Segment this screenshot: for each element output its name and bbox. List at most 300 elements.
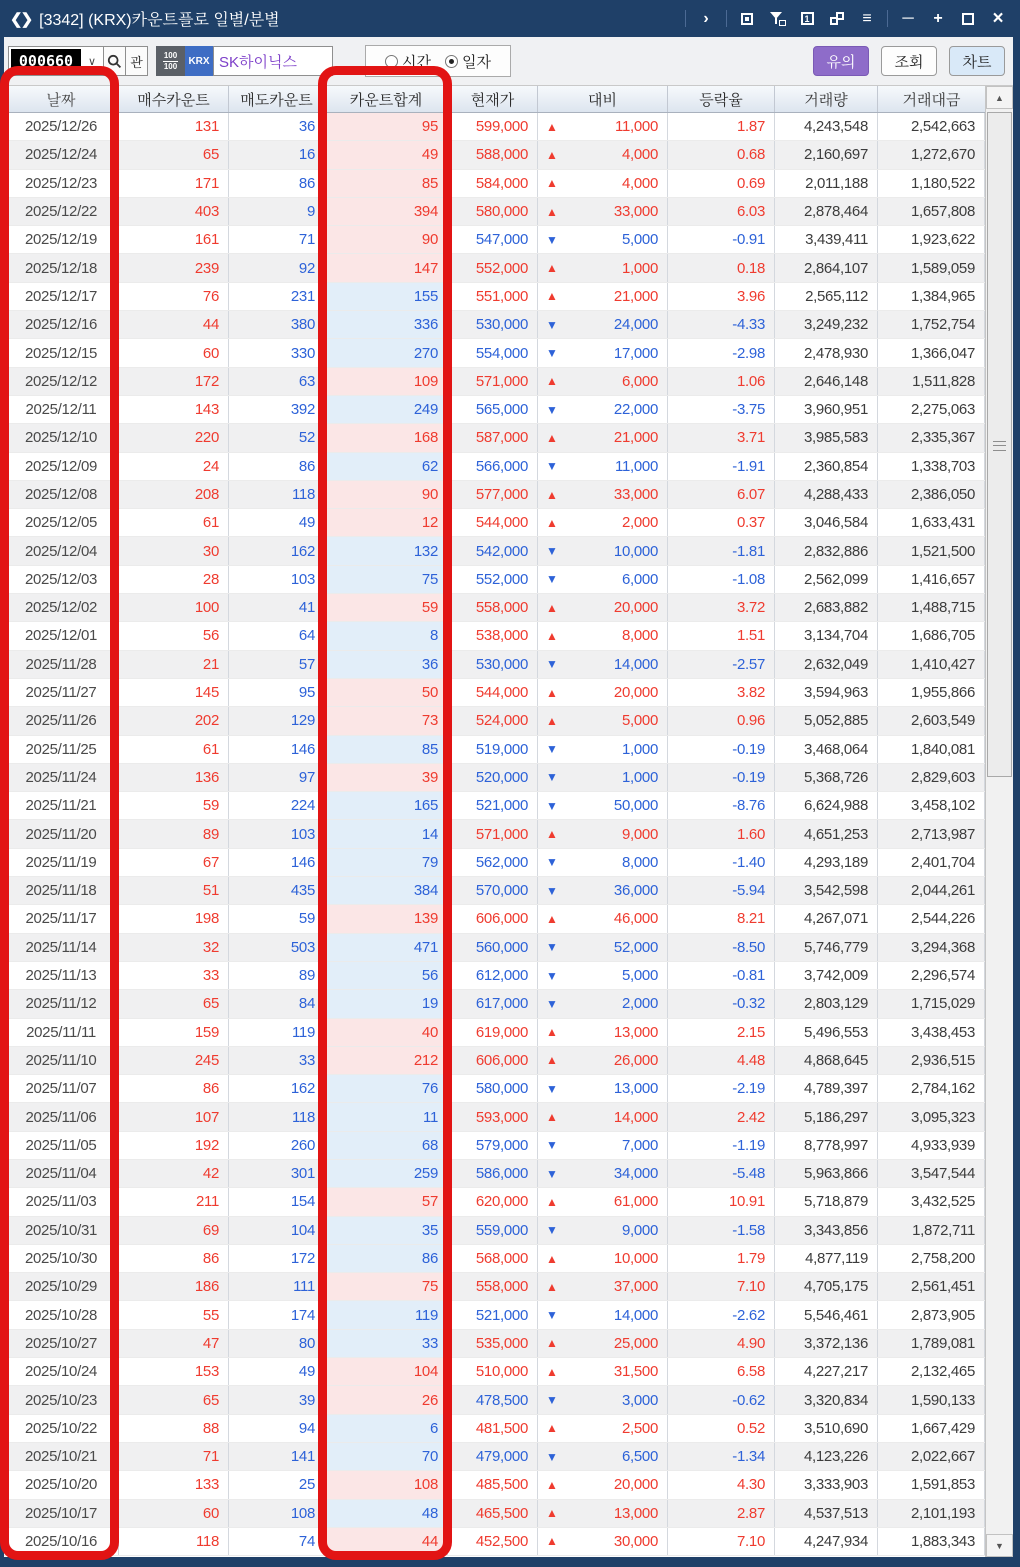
table-row[interactable] [4, 1358, 1013, 1386]
cell-price: 544,000 [448, 509, 538, 536]
table-row[interactable] [4, 1075, 1013, 1103]
cell-price: 547,000 [448, 226, 538, 253]
cell-buy-count: 136 [119, 764, 229, 791]
cell-date: 2025/11/04 [4, 1160, 119, 1187]
cell-sell-count: 86 [229, 170, 325, 197]
cell-count-sum: 384 [325, 877, 448, 904]
up-arrow-icon: ▲ [546, 1194, 558, 1209]
search-button[interactable] [103, 46, 126, 76]
cell-sell-count: 89 [229, 962, 325, 989]
list-icon[interactable]: ≡ [862, 9, 872, 27]
scrollbar-thumb[interactable] [987, 112, 1012, 777]
cell-change [538, 311, 668, 338]
table-row[interactable] [4, 198, 1013, 226]
cell-count-sum: 26 [325, 1386, 448, 1413]
table-row[interactable] [4, 311, 1013, 339]
cell-value: 1,591,853 [878, 1471, 985, 1498]
cell-buy-count: 47 [119, 1330, 229, 1357]
table-row[interactable] [4, 453, 1013, 481]
cell-change [538, 339, 668, 366]
cell-change [538, 1500, 668, 1527]
cell-rate: 1.51 [668, 622, 775, 649]
cell-change [538, 396, 668, 423]
cell-rate: -1.40 [668, 849, 775, 876]
change-value: 14,000 [613, 1108, 658, 1126]
cell-buy-count: 161 [119, 226, 229, 253]
cell-value: 3,438,453 [878, 1019, 985, 1046]
table-row[interactable] [4, 566, 1013, 594]
cell-change [538, 509, 668, 536]
cell-price: 560,000 [448, 934, 538, 961]
down-arrow-icon: ▼ [546, 742, 558, 757]
table-row[interactable] [4, 1500, 1013, 1528]
cell-change [538, 1047, 668, 1074]
cell-count-sum: 85 [325, 170, 448, 197]
cell-count-sum: 259 [325, 1160, 448, 1187]
change-value: 34,000 [613, 1165, 658, 1183]
cell-count-sum: 14 [325, 820, 448, 847]
cell-volume: 4,789,397 [775, 1075, 878, 1102]
cell-rate: 10.91 [668, 1188, 775, 1215]
up-arrow-icon: ▲ [546, 289, 558, 304]
change-value: 8,000 [621, 627, 658, 645]
cell-date: 2025/10/22 [4, 1415, 119, 1442]
cell-volume: 4,868,645 [775, 1047, 878, 1074]
up-arrow-icon: ▲ [546, 1421, 558, 1436]
down-arrow-icon: ▼ [546, 657, 558, 672]
down-arrow-icon: ▼ [546, 798, 558, 813]
radio-date[interactable]: 일자 [445, 51, 491, 72]
column-header-rate[interactable]: 등락율 [668, 86, 775, 112]
cell-change [538, 1132, 668, 1159]
column-header-change[interactable]: 대비 [538, 86, 668, 112]
cell-count-sum: 8 [325, 622, 448, 649]
cell-rate: -1.19 [668, 1132, 775, 1159]
cell-date: 2025/12/18 [4, 254, 119, 281]
cell-date: 2025/11/21 [4, 792, 119, 819]
cell-date: 2025/10/21 [4, 1443, 119, 1470]
table-row[interactable] [4, 254, 1013, 282]
cell-price: 544,000 [448, 679, 538, 706]
cell-volume: 5,746,779 [775, 934, 878, 961]
table-row[interactable] [4, 1047, 1013, 1075]
table-row[interactable] [4, 736, 1013, 764]
up-arrow-icon: ▲ [546, 204, 558, 219]
table-row[interactable] [4, 1528, 1013, 1556]
cell-value: 1,410,427 [878, 651, 985, 678]
cell-buy-count: 172 [119, 368, 229, 395]
down-arrow-icon: ▼ [546, 1393, 558, 1407]
cell-count-sum: 85 [325, 736, 448, 763]
table-row[interactable] [4, 905, 1013, 933]
close-icon[interactable]: × [992, 8, 1004, 29]
table-row[interactable] [4, 849, 1013, 877]
table-row[interactable] [4, 1160, 1013, 1188]
chart-button[interactable]: 차트 [949, 46, 1005, 76]
cell-change [538, 594, 668, 621]
column-header-date[interactable]: 날짜 [4, 86, 119, 112]
table-row[interactable] [4, 1217, 1013, 1245]
table-header [4, 86, 1013, 113]
cell-date: 2025/11/11 [4, 1019, 119, 1046]
cell-value: 1,657,808 [878, 198, 985, 225]
cell-volume: 5,546,461 [775, 1301, 878, 1328]
table-row[interactable] [4, 1443, 1013, 1471]
change-value: 52,000 [613, 938, 658, 956]
query-button[interactable]: 조회 [881, 46, 937, 76]
cell-value: 1,715,029 [878, 990, 985, 1017]
column-header-buy-count[interactable]: 매수카운트 [119, 86, 229, 112]
cell-rate: -0.81 [668, 962, 775, 989]
down-arrow-icon: ▼ [546, 940, 558, 955]
table-row[interactable] [4, 339, 1013, 367]
table-row[interactable] [4, 509, 1013, 537]
table-row[interactable] [4, 113, 1013, 141]
cell-value: 1,633,431 [878, 509, 985, 536]
radio-circle-selected-icon [445, 55, 458, 68]
cell-sell-count: 59 [229, 905, 325, 932]
cell-count-sum: 75 [325, 566, 448, 593]
move-icon[interactable]: + [933, 9, 943, 27]
cell-change [538, 1160, 668, 1187]
cell-value: 1,883,343 [878, 1528, 985, 1555]
cell-price: 579,000 [448, 1132, 538, 1159]
cell-rate: 1.87 [668, 113, 775, 140]
change-value: 1,000 [621, 768, 658, 786]
cell-change [538, 481, 668, 508]
down-arrow-icon: ▼ [546, 459, 558, 474]
cell-volume: 2,646,148 [775, 368, 878, 395]
cell-sell-count: 49 [229, 1358, 325, 1385]
table-row[interactable] [4, 170, 1013, 198]
up-arrow-icon: ▲ [546, 1053, 558, 1068]
cell-change [538, 792, 668, 819]
table-row[interactable] [4, 679, 1013, 707]
cell-buy-count: 239 [119, 254, 229, 281]
cell-count-sum: 11 [325, 1103, 448, 1130]
column-header-price[interactable]: 현재가 [448, 86, 538, 112]
cell-buy-count: 107 [119, 1103, 229, 1130]
popout-icon[interactable] [823, 6, 851, 32]
cell-date: 2025/10/29 [4, 1273, 119, 1300]
maximize-icon[interactable] [954, 6, 982, 32]
cell-change [538, 736, 668, 763]
cell-price: 479,000 [448, 1443, 538, 1470]
cell-count-sum: 108 [325, 1471, 448, 1498]
cell-value: 1,840,081 [878, 736, 985, 763]
radio-time[interactable]: 시간 [385, 51, 431, 72]
cell-price: 584,000 [448, 170, 538, 197]
change-value: 3,000 [621, 1391, 658, 1409]
cell-sell-count: 57 [229, 651, 325, 678]
change-value: 4,000 [621, 174, 658, 192]
cell-sell-count: 231 [229, 283, 325, 310]
cell-volume: 3,439,411 [775, 226, 878, 253]
change-value: 24,000 [613, 316, 658, 334]
change-value: 26,000 [613, 1051, 658, 1069]
change-value: 22,000 [613, 401, 658, 419]
cell-count-sum: 73 [325, 707, 448, 734]
table-row[interactable] [4, 1103, 1013, 1131]
table-row[interactable] [4, 1019, 1013, 1047]
cell-rate: -0.19 [668, 736, 775, 763]
cell-rate: -0.91 [668, 226, 775, 253]
change-value: 4,000 [621, 146, 658, 164]
column-header-value[interactable]: 거래대금 [902, 91, 961, 109]
search-icon [107, 54, 122, 69]
table-row[interactable] [4, 594, 1013, 622]
cell-sell-count: 435 [229, 877, 325, 904]
cell-price: 620,000 [448, 1188, 538, 1215]
change-value: 30,000 [613, 1532, 658, 1550]
cell-rate: 1.60 [668, 820, 775, 847]
cell-rate: 0.69 [668, 170, 775, 197]
cell-count-sum: 50 [325, 679, 448, 706]
table-row[interactable] [4, 990, 1013, 1018]
cell-rate: -5.48 [668, 1160, 775, 1187]
change-value: 17,000 [613, 344, 658, 362]
caution-button[interactable]: 유의 [813, 46, 869, 76]
cell-volume: 2,832,886 [775, 537, 878, 564]
cell-sell-count: 119 [229, 1019, 325, 1046]
table-row[interactable] [4, 651, 1013, 679]
cell-count-sum: 33 [325, 1330, 448, 1357]
table-row[interactable] [4, 1330, 1013, 1358]
gwan-button[interactable]: 관 [125, 46, 148, 76]
cell-value: 2,132,465 [878, 1358, 985, 1385]
table-row[interactable] [4, 1386, 1013, 1414]
minimize-icon[interactable]: ─ [902, 9, 914, 27]
cell-change [538, 934, 668, 961]
cell-date: 2025/11/28 [4, 651, 119, 678]
cell-sell-count: 36 [229, 113, 325, 140]
cell-price: 530,000 [448, 311, 538, 338]
cell-date: 2025/12/23 [4, 170, 119, 197]
table-row[interactable] [4, 622, 1013, 650]
cell-change [538, 566, 668, 593]
table-row[interactable] [4, 537, 1013, 565]
table-row[interactable] [4, 226, 1013, 254]
vertical-scrollbar[interactable] [985, 86, 1013, 1557]
cell-buy-count: 21 [119, 651, 229, 678]
cell-value: 1,488,715 [878, 594, 985, 621]
cell-sell-count: 172 [229, 1245, 325, 1272]
cell-sell-count: 52 [229, 424, 325, 451]
cell-rate: -1.08 [668, 566, 775, 593]
table-row[interactable] [4, 368, 1013, 396]
up-arrow-icon: ▲ [546, 119, 558, 134]
table-row[interactable] [4, 707, 1013, 735]
down-arrow-icon: ▼ [546, 883, 558, 898]
cell-count-sum: 249 [325, 396, 448, 423]
cell-rate: -4.33 [668, 311, 775, 338]
down-arrow-icon: ▼ [546, 1308, 558, 1323]
change-value: 20,000 [613, 1476, 658, 1494]
cell-buy-count: 208 [119, 481, 229, 508]
change-value: 2,000 [621, 995, 658, 1013]
down-arrow-icon: ▼ [546, 346, 558, 361]
cell-change [538, 1273, 668, 1300]
up-arrow-icon: ▲ [546, 827, 558, 842]
cell-rate: 2.87 [668, 1500, 775, 1527]
down-arrow-icon: ▼ [546, 402, 558, 417]
toolbar [4, 37, 1013, 86]
cell-value: 1,923,622 [878, 226, 985, 253]
cell-volume: 3,960,951 [775, 396, 878, 423]
up-arrow-icon: ▲ [546, 1279, 558, 1294]
cell-sell-count: 380 [229, 311, 325, 338]
cell-change [538, 707, 668, 734]
table-row[interactable] [4, 283, 1013, 311]
cell-volume: 2,864,107 [775, 254, 878, 281]
cell-buy-count: 67 [119, 849, 229, 876]
cell-price: 542,000 [448, 537, 538, 564]
cell-count-sum: 40 [325, 1019, 448, 1046]
cell-rate: 6.07 [668, 481, 775, 508]
cell-change [538, 1415, 668, 1442]
cell-value: 1,686,705 [878, 622, 985, 649]
table-row[interactable] [4, 1415, 1013, 1443]
window-number-icon[interactable]: 1 [793, 6, 821, 32]
cell-date: 2025/12/05 [4, 509, 119, 536]
cell-sell-count: 224 [229, 792, 325, 819]
cell-change [538, 679, 668, 706]
cell-date: 2025/12/24 [4, 141, 119, 168]
column-header-sell-count[interactable]: 매도카운트 [229, 86, 325, 112]
cell-buy-count: 133 [119, 1471, 229, 1498]
cell-price: 577,000 [448, 481, 538, 508]
table-row[interactable] [4, 792, 1013, 820]
table-row[interactable] [4, 1471, 1013, 1499]
column-header-volume[interactable]: 거래량 [775, 86, 878, 112]
cell-buy-count: 51 [119, 877, 229, 904]
cell-value: 3,294,368 [878, 934, 985, 961]
stock-name-field[interactable]: SK하이닉스 [213, 46, 333, 76]
cell-change [538, 283, 668, 310]
table-row[interactable] [4, 424, 1013, 452]
cell-price: 485,500 [448, 1471, 538, 1498]
cell-value: 2,044,261 [878, 877, 985, 904]
change-value: 1,000 [621, 259, 658, 277]
filter-lock-icon[interactable] [763, 6, 791, 32]
cell-buy-count: 145 [119, 679, 229, 706]
table-row[interactable] [4, 396, 1013, 424]
cell-count-sum: 109 [325, 368, 448, 395]
panel-expand-icon[interactable]: › [703, 9, 709, 27]
cell-value: 2,784,162 [878, 1075, 985, 1102]
stock-code-combobox[interactable] [8, 46, 104, 76]
table-row[interactable] [4, 962, 1013, 990]
table-row[interactable] [4, 1301, 1013, 1329]
cell-rate: 4.30 [668, 1471, 775, 1498]
cell-price: 552,000 [448, 566, 538, 593]
table-row[interactable] [4, 877, 1013, 905]
cell-sell-count: 41 [229, 594, 325, 621]
table-row[interactable] [4, 764, 1013, 792]
table-row[interactable] [4, 1188, 1013, 1216]
cell-rate: 1.06 [668, 368, 775, 395]
cell-change [538, 1386, 668, 1413]
scroll-down-button[interactable]: ▼ [986, 1534, 1013, 1557]
cell-volume: 5,186,297 [775, 1103, 878, 1130]
column-header-count-sum[interactable]: 카운트합계 [325, 86, 448, 112]
table-row[interactable] [4, 1132, 1013, 1160]
cell-change [538, 226, 668, 253]
cell-sell-count: 118 [229, 1103, 325, 1130]
cell-rate: -0.32 [668, 990, 775, 1017]
cell-value: 3,432,525 [878, 1188, 985, 1215]
cell-volume: 4,247,934 [775, 1528, 878, 1555]
cell-date: 2025/10/17 [4, 1500, 119, 1527]
cell-price: 524,000 [448, 707, 538, 734]
stock-code-value: 000660 [11, 49, 81, 73]
cell-count-sum: 471 [325, 934, 448, 961]
cell-buy-count: 65 [119, 990, 229, 1017]
cell-price: 588,000 [448, 141, 538, 168]
cell-price: 587,000 [448, 424, 538, 451]
table-row[interactable] [4, 820, 1013, 848]
cell-rate: 3.96 [668, 283, 775, 310]
window-title: [3342] (KRX)카운트플로 일별/분별 [39, 12, 280, 29]
cell-value: 4,933,939 [878, 1132, 985, 1159]
frame-icon[interactable] [733, 6, 761, 32]
cell-change [538, 962, 668, 989]
down-arrow-icon: ▼ [546, 544, 558, 559]
cell-date: 2025/10/27 [4, 1330, 119, 1357]
cell-value: 1,590,133 [878, 1386, 985, 1413]
cell-count-sum: 155 [325, 283, 448, 310]
cell-value: 1,752,754 [878, 311, 985, 338]
up-arrow-icon: ▲ [546, 911, 558, 926]
cell-buy-count: 59 [119, 792, 229, 819]
cell-price: 612,000 [448, 962, 538, 989]
cell-volume: 2,878,464 [775, 198, 878, 225]
scroll-up-button[interactable]: ▲ [986, 86, 1013, 109]
cell-count-sum: 35 [325, 1217, 448, 1244]
cell-change [538, 424, 668, 451]
cell-volume: 2,360,854 [775, 453, 878, 480]
separator [726, 10, 727, 27]
cell-price: 465,500 [448, 1500, 538, 1527]
cell-date: 2025/12/17 [4, 283, 119, 310]
cell-price: 552,000 [448, 254, 538, 281]
cell-date: 2025/11/20 [4, 820, 119, 847]
change-value: 50,000 [613, 797, 658, 815]
table-row[interactable] [4, 141, 1013, 169]
cell-buy-count: 32 [119, 934, 229, 961]
cell-count-sum: 270 [325, 339, 448, 366]
change-value: 46,000 [613, 910, 658, 928]
table-row[interactable] [4, 1245, 1013, 1273]
table-row[interactable] [4, 1273, 1013, 1301]
cell-count-sum: 59 [325, 594, 448, 621]
cell-price: 562,000 [448, 849, 538, 876]
cell-count-sum: 62 [325, 453, 448, 480]
cell-volume: 2,562,099 [775, 566, 878, 593]
chevron-down-icon[interactable]: ∨ [87, 55, 97, 68]
table-row[interactable] [4, 934, 1013, 962]
change-value: 13,000 [613, 1504, 658, 1522]
cell-date: 2025/11/13 [4, 962, 119, 989]
cell-buy-count: 143 [119, 396, 229, 423]
cell-change [538, 1330, 668, 1357]
table-row[interactable] [4, 481, 1013, 509]
cell-value: 2,401,704 [878, 849, 985, 876]
change-value: 8,000 [621, 853, 658, 871]
cell-sell-count: 74 [229, 1528, 325, 1555]
cell-buy-count: 42 [119, 1160, 229, 1187]
cell-volume: 2,160,697 [775, 141, 878, 168]
